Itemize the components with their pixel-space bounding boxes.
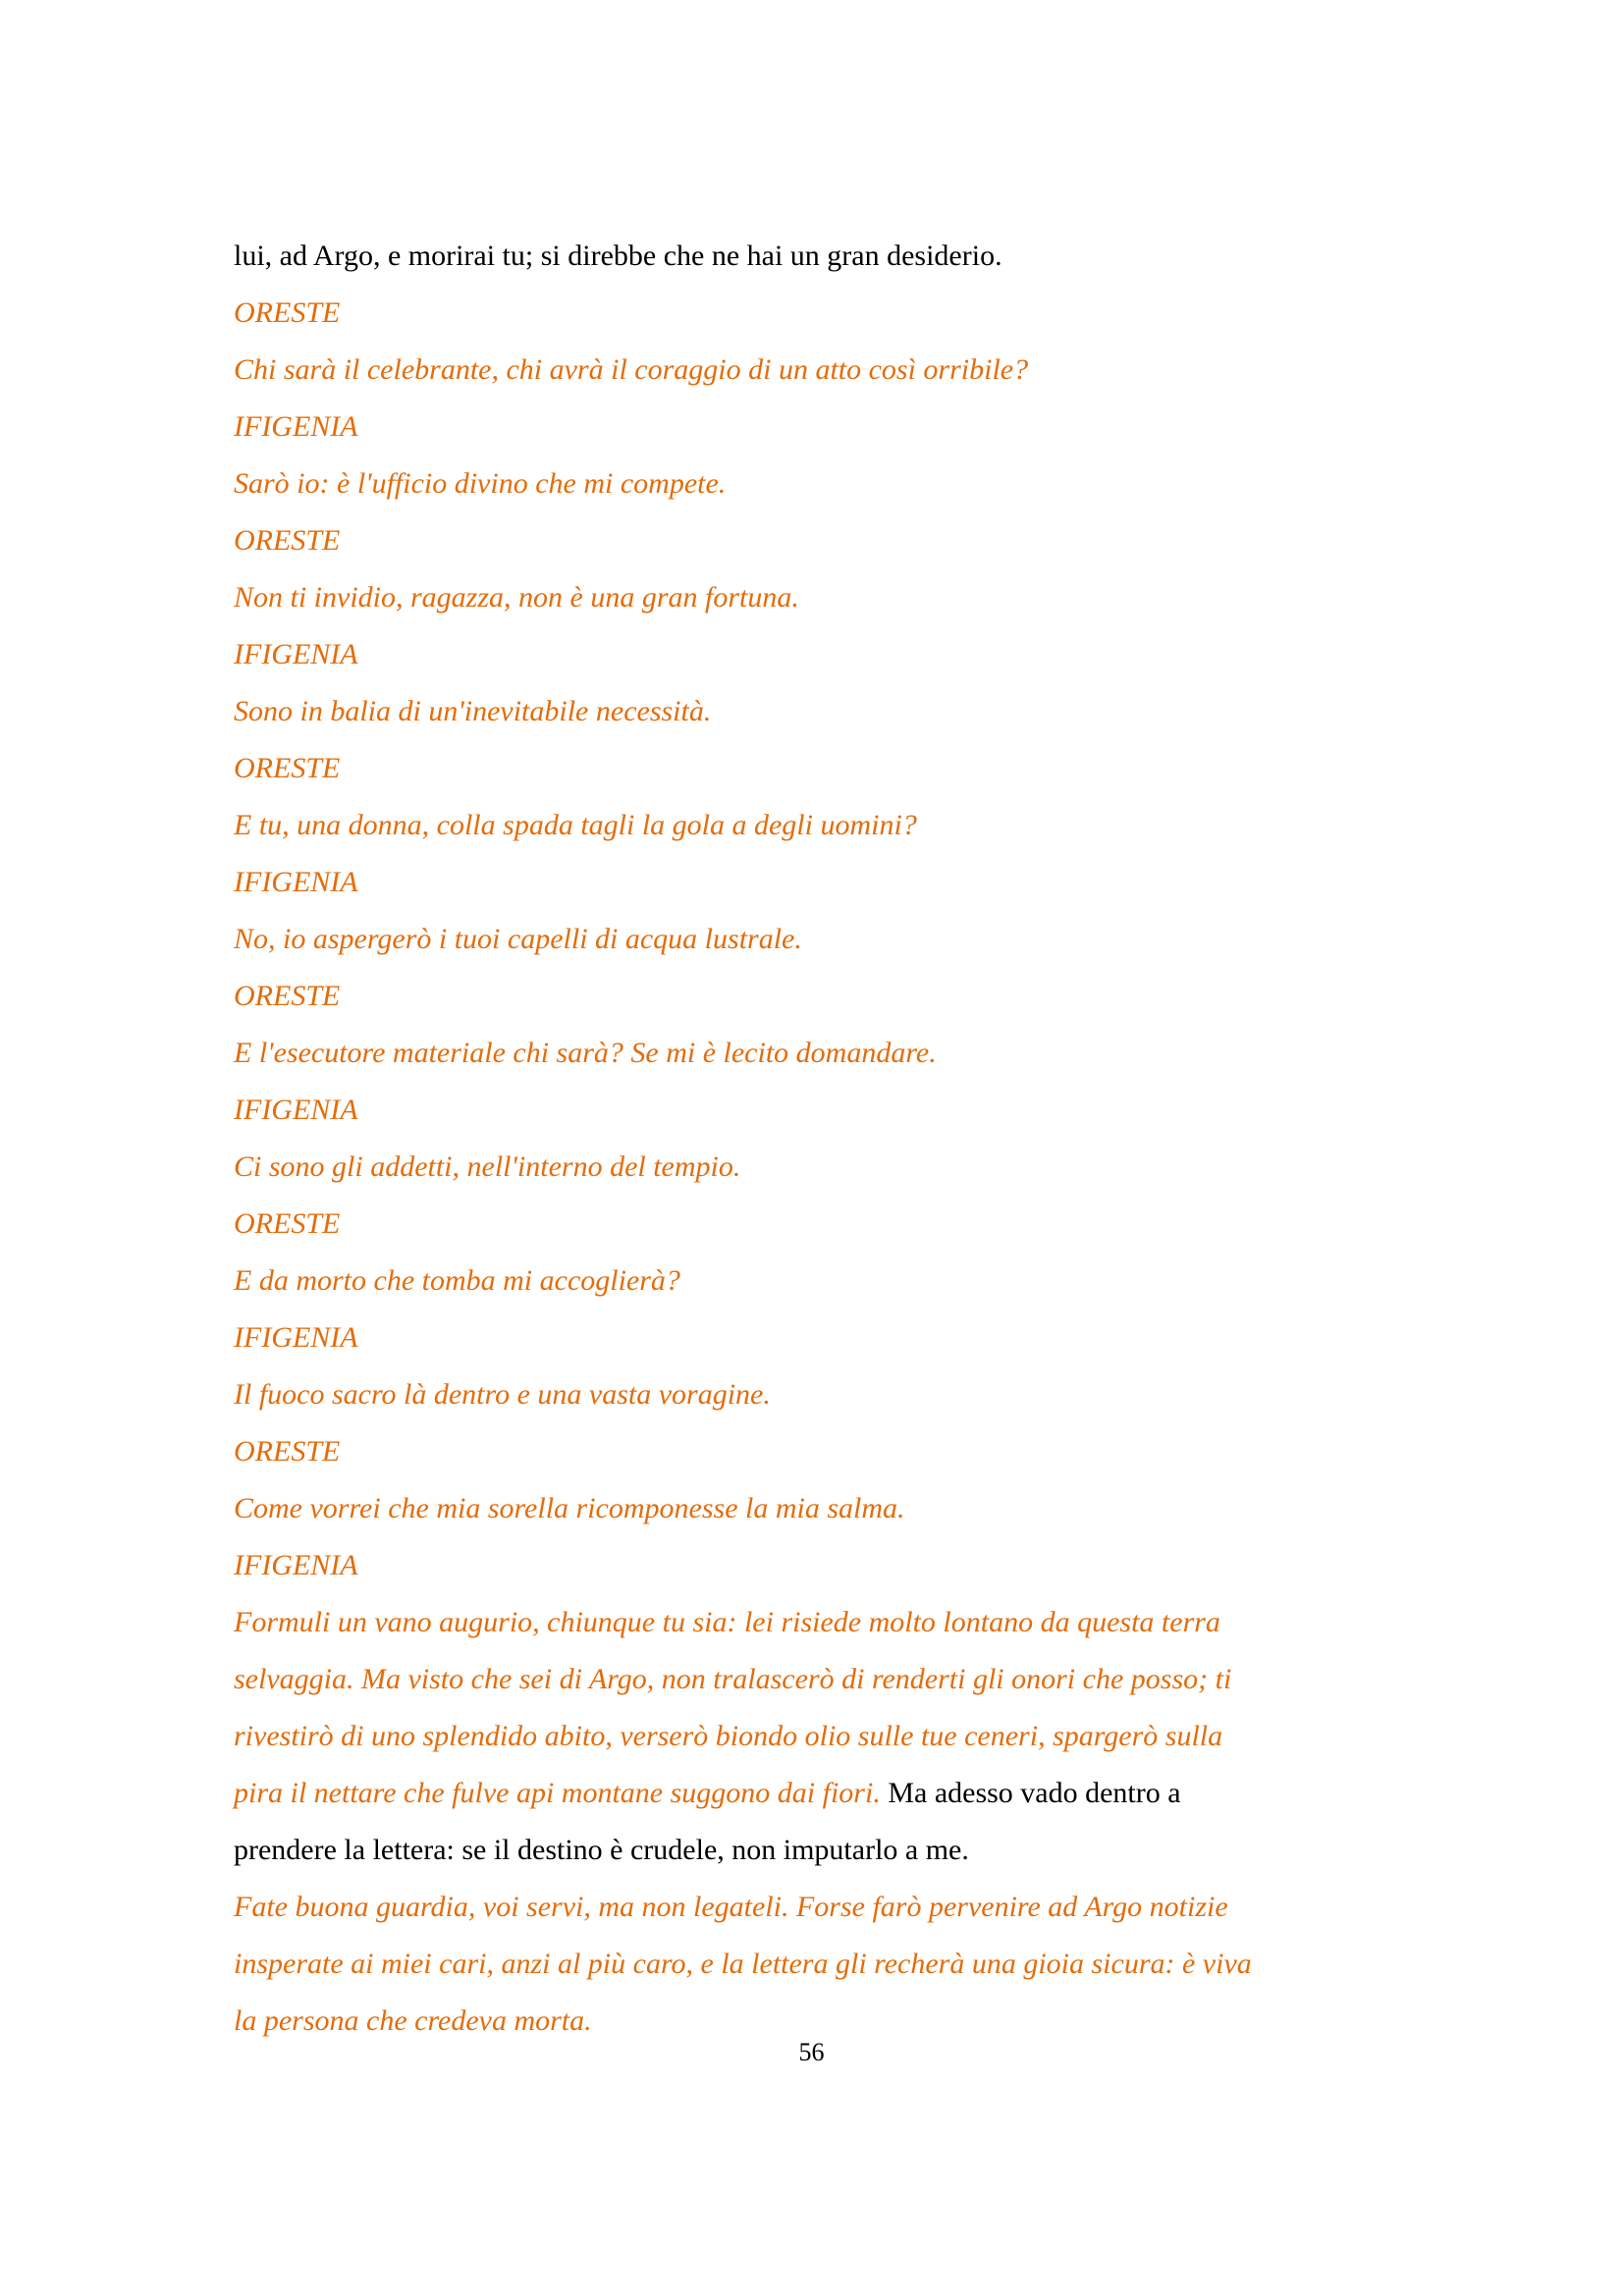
text-line: ORESTE	[234, 1435, 341, 1468]
text-line: selvaggia. Ma visto che sei di Argo, non tralascerò di renderti gli onori che posso; ti	[234, 1663, 1232, 1695]
text-line: prendere la lettera: se il destino è crudele, non imputarlo a me.	[234, 1834, 969, 1866]
text-line: rivestirò di uno splendido abito, verserò biondo olio sulle tue ceneri, spargerò sulla	[234, 1720, 1223, 1752]
text-line: ORESTE	[234, 752, 341, 784]
text-line: IFIGENIA	[234, 1094, 358, 1126]
text-line: ORESTE	[234, 296, 341, 329]
text-line: Chi sarà il celebrante, chi avrà il coraggio di un atto così orribile?	[234, 353, 1029, 386]
text-line: Sarò io: è l'ufficio divino che mi compete.	[234, 467, 727, 500]
text-line: IFIGENIA	[234, 410, 358, 443]
page-number: 56	[798, 2038, 825, 2066]
text-line: Ci sono gli addetti, nell'interno del tempio.	[234, 1150, 741, 1183]
text-line: lui, ad Argo, e morirai tu; si direbbe che ne hai un gran desiderio.	[234, 240, 1002, 272]
text-line: Fate buona guardia, voi servi, ma non legateli. Forse farò pervenire ad Argo notizie	[234, 1891, 1228, 1923]
text-line: No, io aspergerò i tuoi capelli di acqua lustrale.	[234, 923, 802, 955]
mixed-line-narration: Ma adesso vado dentro a	[888, 1777, 1181, 1809]
text-line: Il fuoco sacro là dentro e una vasta voragine.	[234, 1378, 771, 1411]
text-line: Sono in balia di un'inevitabile necessità.	[234, 695, 712, 727]
text-line: E da morto che tomba mi accoglierà?	[234, 1264, 680, 1297]
text-line: Non ti invidio, ragazza, non è una gran fortuna.	[234, 581, 799, 614]
text-line: ORESTE	[234, 980, 341, 1012]
mixed-line	[234, 1765, 1392, 1822]
text-line: IFIGENIA	[234, 1549, 358, 1581]
dialogue-lines	[234, 228, 1392, 1765]
text-line: E tu, una donna, colla spada tagli la gola a degli uomini?	[234, 809, 917, 841]
text-line: la persona che credeva morta.	[234, 2004, 592, 2037]
text-line: E l'esecutore materiale chi sarà? Se mi è lecito domandare.	[234, 1037, 937, 1069]
text-line: ORESTE	[234, 1207, 341, 1240]
text-line: Come vorrei che mia sorella ricomponesse la mia salma.	[234, 1492, 905, 1524]
text-line: IFIGENIA	[234, 1321, 358, 1354]
text-line: ORESTE	[234, 524, 341, 557]
text-line: insperate ai miei cari, anzi al più caro, e la lettera gli recherà una gioia sicura: è viva	[234, 1948, 1252, 1980]
text-line: IFIGENIA	[234, 866, 358, 898]
text-line: IFIGENIA	[234, 638, 358, 670]
text-block	[234, 228, 1392, 2050]
mixed-line-dialogue: pira il nettare che fulve api montane suggono dai fiori.	[234, 1777, 881, 1809]
text-line: Formuli un vano augurio, chiunque tu sia: lei risiede molto lontano da questa terra	[234, 1606, 1220, 1638]
closing-lines	[234, 1822, 1392, 2050]
